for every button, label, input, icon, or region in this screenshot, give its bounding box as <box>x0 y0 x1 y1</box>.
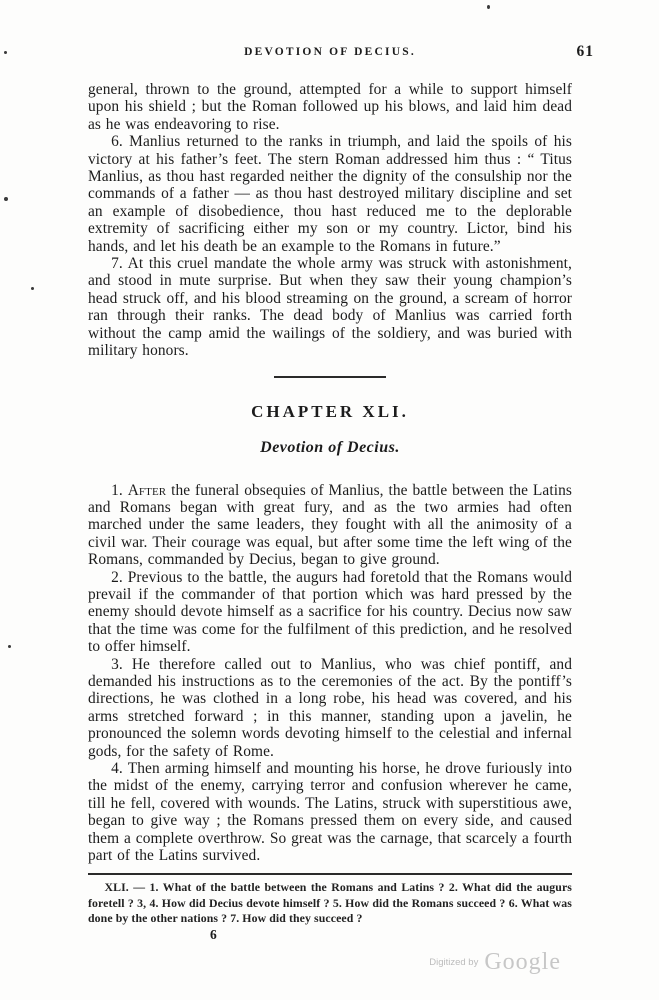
running-header-title: DEVOTION OF DECIUS. <box>244 46 416 58</box>
ink-speck-artifact <box>4 197 8 201</box>
section-divider-rule <box>274 376 386 378</box>
chapter-heading: CHAPTER XLI. <box>251 401 409 421</box>
ink-speck-artifact <box>487 5 490 9</box>
text-block <box>88 43 594 943</box>
page-number: 61 <box>576 43 594 60</box>
ink-speck-artifact <box>4 51 7 54</box>
ink-speck-artifact <box>31 287 34 290</box>
signature-mark: 6 <box>210 927 217 943</box>
paragraph-6: 6. Manlius returned to the ranks in triumph, and laid the spoils of his victory at his father’s feet. The stern Roman addressed him thus : “ Titus Manlius, as thou hast regarded neither the dignity of the consulship nor the commands of a father — as thou hast destroyed military discipline and set an example of disobedience, thou hast reduced me to the deplorable extremity of sacrificing either my son or my country. Lictor, bind his hands, and let his death be an example to the Romans in future.” <box>88 133 572 255</box>
paragraph-1-lead-word: After <box>127 481 167 499</box>
paragraph-continuation: general, thrown to the ground, attempted for a while to support himself upon his shield ; but the Roman followed up his blows, and laid him dead as he was endeavoring to rise. <box>88 81 572 133</box>
footnote-rule <box>88 873 572 875</box>
paragraph-1 <box>88 482 572 569</box>
ink-speck-artifact <box>8 645 11 648</box>
chapter-body <box>88 482 572 865</box>
paragraph-2: 2. Previous to the battle, the augurs had foretold that the Romans would prevail if the commander of that portion which was hard pressed by the enemy should devote himself as a sacrifice for his country. Decius now saw that the time was come for the fulfilment of this prediction, and he resolved to offer himself. <box>88 568 572 656</box>
chapter-subtitle: Devotion of Decius. <box>260 438 400 456</box>
google-logo: Google <box>484 949 561 975</box>
google-watermark <box>429 950 561 974</box>
running-header <box>88 43 594 60</box>
digitized-by-label: Digitized by <box>429 956 479 968</box>
paragraph-3: 3. He therefore called out to Manlius, who was chief pontiff, and demanded his instructions as to the ceremonies of the act. By the pontiff’s directions, he was clothed in a long robe, his head was covered, and his arms stretched forward ; in this manner, standing upon a javelin, he pronounced the solemn words devoting himself to the celestial and infernal gods, for the safety of Rome. <box>88 655 572 760</box>
paragraph-7: 7. At this cruel mandate the whole army was struck with astonishment, and stood in mute surprise. But when they saw their young champion’s head struck off, and his blood streaming on the ground, a scream of horror ran through their ranks. The dead body of Manlius was carried forth without the camp amid the wailings of the soldiery, and was buried with military honors. <box>88 255 572 360</box>
paragraph-1-number: 1. <box>111 481 128 499</box>
paragraph-4: 4. Then arming himself and mounting his horse, he drove furiously into the midst of the enemy, carrying terror and confusion wherever he came, till he fell, covered with wounds. The Latins, struck with superstitious awe, began to give way ; the Romans pressed them on every side, and caused them a complete overthrow. So great was the carnage, that scarcely a fourth part of the Latins survived. <box>88 760 572 865</box>
footnote-questions: XLI. — 1. What of the battle between the Romans and Latins ? 2. What did the augurs foretell ? 3, 4. How did Decius devote himself ? 5. How did the Romans succeed ? 6. What was done by the other nations ? 7. How did they succeed ? <box>88 880 572 925</box>
paragraph-1-text: the funeral obsequies of Manlius, the battle between the Latins and Romans began with great fury, and as the two armies had often marched under the same leaders, they fought with all the animosity of a civil war. Their courage was equal, but after some time the left wing of the Romans, commanded by Decius, began to give ground. <box>88 481 572 569</box>
